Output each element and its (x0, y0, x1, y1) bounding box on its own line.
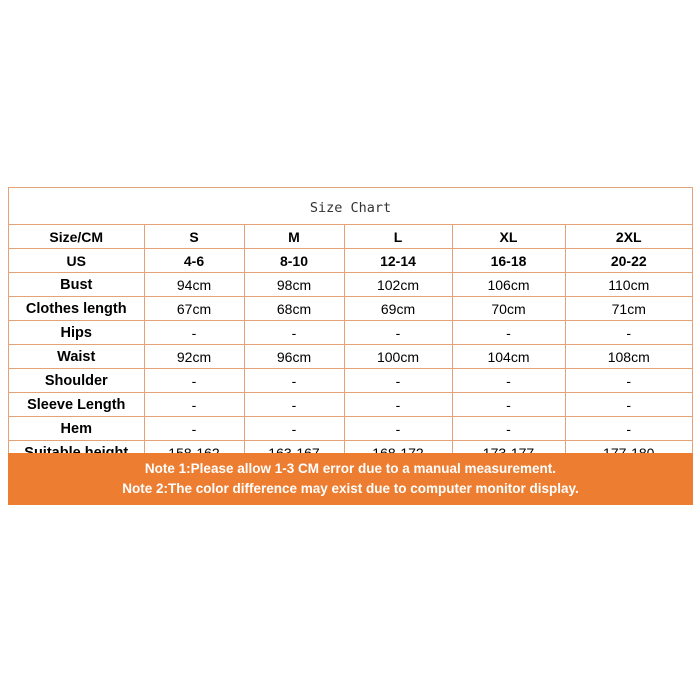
note-2: Note 2:The color difference may exist due to computer monitor display. (122, 481, 579, 496)
notes-banner (8, 453, 693, 505)
header-cell: M (244, 225, 344, 249)
row-label: Hem (9, 417, 144, 441)
table-cell: 96cm (244, 345, 344, 369)
table-cell: - (565, 369, 692, 393)
row-label: Sleeve Length (9, 393, 144, 417)
table-row (9, 321, 692, 345)
row-label: US (9, 249, 144, 273)
table-cell: 104cm (452, 345, 565, 369)
table-cell: - (344, 393, 452, 417)
table-row (9, 369, 692, 393)
row-label: Bust (9, 273, 144, 297)
table-cell: 102cm (344, 273, 452, 297)
header-cell: L (344, 225, 452, 249)
size-chart (8, 187, 693, 505)
table-row (9, 249, 692, 273)
table-cell: - (344, 417, 452, 441)
header-cell: XL (452, 225, 565, 249)
table-cell: - (565, 417, 692, 441)
table-cell: - (244, 369, 344, 393)
table-cell: 94cm (144, 273, 244, 297)
table-cell: - (244, 393, 344, 417)
header-cell: Size/CM (9, 225, 144, 249)
table-row (9, 273, 692, 297)
header-cell: 2XL (565, 225, 692, 249)
table-cell: 67cm (144, 297, 244, 321)
header-row (9, 225, 692, 249)
table-cell: 70cm (452, 297, 565, 321)
table-cell: - (565, 393, 692, 417)
table-cell: 108cm (565, 345, 692, 369)
table-cell: 20-22 (565, 249, 692, 273)
table-cell: 16-18 (452, 249, 565, 273)
table-cell: - (244, 321, 344, 345)
note-1: Note 1:Please allow 1-3 CM error due to a manual measurement. (144, 461, 557, 476)
table-cell: 12-14 (344, 249, 452, 273)
header-cell: S (144, 225, 244, 249)
table-row (9, 297, 692, 321)
row-label: Hips (9, 321, 144, 345)
table-cell: - (452, 417, 565, 441)
table-row (9, 393, 692, 417)
row-label: Clothes length (9, 297, 144, 321)
table-cell: 98cm (244, 273, 344, 297)
table-cell: - (344, 369, 452, 393)
table-cell: 68cm (244, 297, 344, 321)
chart-title: Size Chart (9, 188, 692, 225)
table-cell: - (565, 321, 692, 345)
table-row (9, 417, 692, 441)
table-cell: 110cm (565, 273, 692, 297)
size-table (9, 225, 692, 465)
table-cell: - (244, 417, 344, 441)
table-cell: - (144, 321, 244, 345)
table-cell: - (452, 369, 565, 393)
table-cell: 71cm (565, 297, 692, 321)
table-cell: 100cm (344, 345, 452, 369)
table-cell: - (144, 369, 244, 393)
table-cell: - (452, 393, 565, 417)
table-cell: - (452, 321, 565, 345)
table-cell: 4-6 (144, 249, 244, 273)
row-label: Shoulder (9, 369, 144, 393)
table-cell: 106cm (452, 273, 565, 297)
table-cell: 8-10 (244, 249, 344, 273)
row-label: Waist (9, 345, 144, 369)
table-cell: - (344, 321, 452, 345)
table-cell: 69cm (344, 297, 452, 321)
table-cell: - (144, 417, 244, 441)
table-row (9, 345, 692, 369)
table-cell: - (144, 393, 244, 417)
table-cell: 92cm (144, 345, 244, 369)
